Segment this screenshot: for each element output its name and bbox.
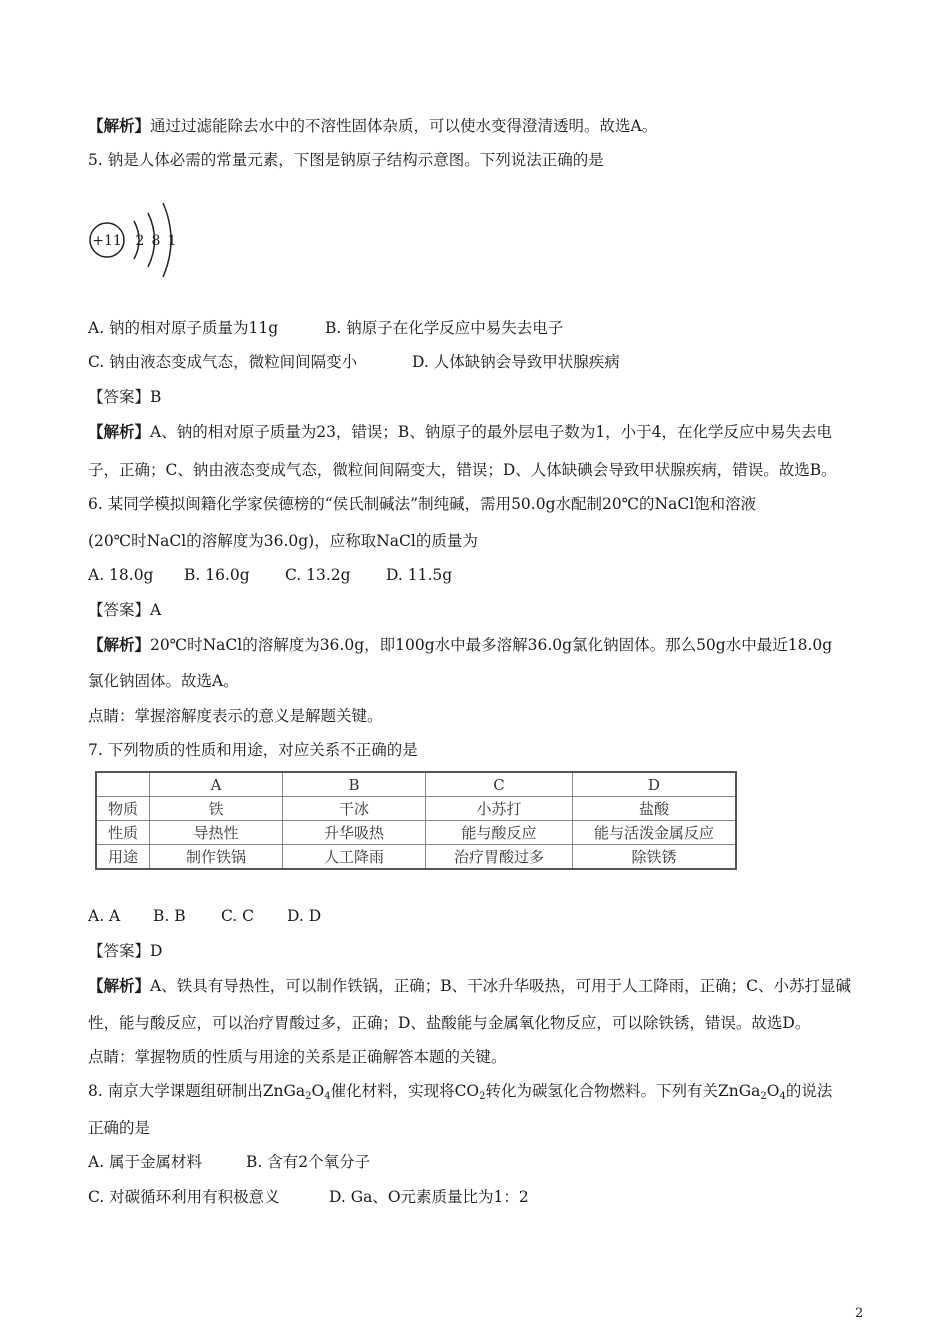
q6-option-b: B. 16.0g [184,566,250,584]
q7-tip: 点睛：掌握物质的性质与用途的关系是正确解答本题的关键。 [88,1048,507,1066]
q5-options-row2 [88,352,620,372]
table-row [96,845,736,870]
table-cell: 能与酸反应 [426,821,573,845]
table-row [96,821,736,845]
table-cell: 治疗胃酸过多 [426,845,573,870]
q7-option-b: B. B [153,907,186,925]
q6-options [88,565,452,585]
table-cell: 除铁锈 [573,845,737,870]
q7-stem: 7. 下列物质的性质和用途，对应关系不正确的是 [88,741,418,759]
explanation-tag: 【解析】 [88,422,151,441]
explanation-tag: 【解析】 [88,635,151,654]
table-cell: 干冰 [283,797,426,821]
q6-option-c: C. 13.2g [285,566,351,584]
q5-answer: 【答案】B [88,388,162,406]
shell-electrons-2: 8 [151,233,161,249]
table-row-label: 用途 [96,845,150,870]
explanation-tag: 【解析】 [88,116,151,135]
q6-explanation-line2: 氯化钠固体。故选A。 [88,672,239,690]
table-row-label: 性质 [96,821,150,845]
q5-option-d: D. 人体缺钠会导致甲状腺疾病 [412,353,620,371]
table-header-cell: D [573,772,737,797]
q5-options-row1 [88,318,563,338]
q8-option-b: B. 含有2个氧分子 [246,1153,371,1171]
q5-option-c: C. 钠由液态变成气态，微粒间间隔变小 [88,353,358,371]
q8-option-d: D. Ga、O元素质量比为1：2 [329,1188,529,1206]
explanation-tag: 【解析】 [88,976,151,995]
q5-explanation-line1: 【解析】A、钠的相对原子质量为23，错误；B、钠原子的最外层电子数为1，小于4，在化学反应中易失去电 [88,422,833,441]
q6-explanation-line1: 【解析】20℃时NaCl的溶解度为36.0g，即100g水中最多溶解36.0g氯化钠固体。那么50g水中最近18.0g [88,635,833,654]
q5-option-b: B. 钠原子在化学反应中易失去电子 [325,319,564,337]
q7-explanation-line2: 性，能与酸反应，可以治疗胃酸过多，正确；D、盐酸能与金属氧化物反应，可以除铁锈，错误。故选D。 [88,1014,811,1032]
q8-options-row2 [88,1187,529,1207]
q7-option-c: C. C [221,907,255,925]
table-cell: 人工降雨 [283,845,426,870]
table-header-cell: C [426,772,573,797]
page-number: 2 [855,1306,864,1321]
table-header-cell: B [283,772,426,797]
table-header-row [96,772,736,797]
q6-answer: 【答案】A [88,601,162,619]
q8-options-row1 [88,1152,370,1172]
q6-option-d: D. 11.5g [386,566,453,584]
q7-answer: 【答案】D [88,942,163,960]
q7-explanation-line1: 【解析】A、铁具有导热性，可以制作铁锅，正确；B、干冰升华吸热，可用于人工降雨，正确；C、小苏打显碱 [88,976,851,995]
q8-option-a: A. 属于金属材料 [88,1153,203,1171]
q5-stem: 5. 钠是人体必需的常量元素，下图是钠原子结构示意图。下列说法正确的是 [88,151,604,169]
table-cell: 盐酸 [573,797,737,821]
table-cell: 制作铁锅 [150,845,283,870]
table-cell: 升华吸热 [283,821,426,845]
q6-stem-line1: 6. 某同学模拟闽籍化学家侯德榜的“侯氏制碱法”制纯碱，需用50.0g水配制20℃的NaCl饱和溶液 [88,495,757,513]
q7-options [88,906,321,926]
shell-electrons-1: 2 [135,233,145,249]
table-cell: 小苏打 [426,797,573,821]
table-corner-cell [96,772,150,797]
nucleus-charge: +11 [92,233,122,249]
q5-explanation-line2: 子，正确；C、钠由液态变成气态，微粒间间隔变大，错误；D、人体缺碘会导致甲状腺疾病，错误。故选B。 [88,461,837,479]
q6-option-a: A. 18.0g [88,566,154,584]
q5-option-a: A. 钠的相对原子质量为11g [88,319,279,337]
table-cell: 铁 [150,797,283,821]
q6-tip: 点睛：掌握溶解度表示的意义是解题关键。 [88,707,383,725]
q8-stem-line2: 正确的是 [88,1119,151,1137]
prev-explanation: 【解析】通过过滤能除去水中的不溶性固体杂质，可以使水变得澄清透明。故选A。 [88,116,658,135]
q6-stem-line2: (20℃时NaCl的溶解度为36.0g)，应称取NaCl的质量为 [88,532,478,550]
table-cell: 导热性 [150,821,283,845]
q7-option-d: D. D [287,907,322,925]
q7-option-a: A. A [88,907,121,925]
property-table [95,771,737,870]
sodium-atom-diagram [88,195,198,285]
table-header-cell: A [150,772,283,797]
table-row [96,797,736,821]
table-cell: 能与活泼金属反应 [573,821,737,845]
q8-option-c: C. 对碳循环利用有积极意义 [88,1188,280,1206]
table-row-label: 物质 [96,797,150,821]
q8-stem-line1: 8. 南京大学课题组研制出$ZnGa_2O_4$催化材料，实现将$CO_2$转化为碳氢化合物燃料。下列有关$ZnGa_2O_4$的说法 [88,1082,833,1102]
shell-electrons-3: 1 [167,233,177,249]
